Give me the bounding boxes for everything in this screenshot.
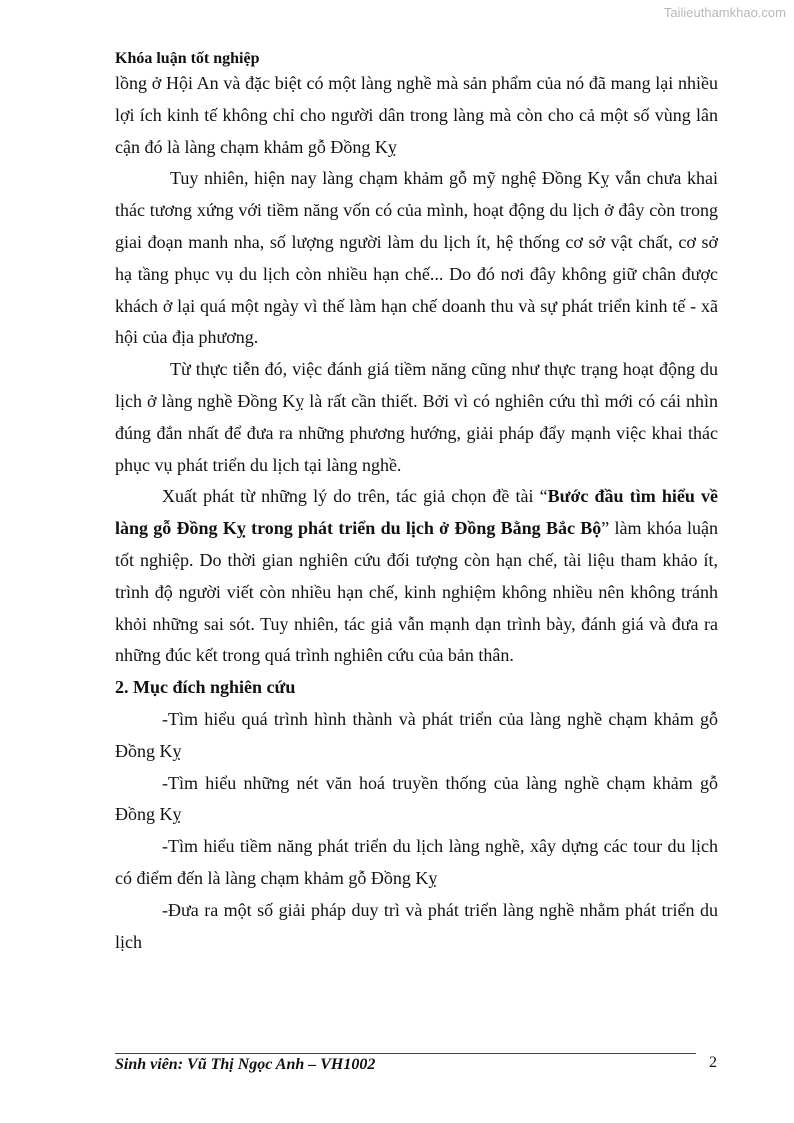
watermark: Tailieuthamkhao.com <box>663 5 786 20</box>
paragraph-continuation: lồng ở Hội An và đặc biệt có một làng nghề mà sản phẩm của nó đã mang lại nhiều lợi ích kinh tế không chỉ cho người dân trong làng mà còn cho cả một số vùng lân cận đó là làng chạm khảm gỗ Đồng Kỵ <box>115 73 718 157</box>
topic-rest-text: ” làm khóa luận tốt nghiệp. Do thời gian nghiên cứu đối tượng còn hạn chế, tài liệu tham khảo ít, trình độ người viết còn nhiều hạn chế, kinh nghiệm không nhiều nên không tránh khỏi những sai sót. Tuy nhiên, tác giả vẫn mạnh dạn trình bày, đánh giá và đưa ra những đúc kết trong quá trình nghiên cứu của bản thân. <box>115 518 718 666</box>
section-heading: 2. Mục đích nghiên cứu <box>115 677 296 698</box>
list-item: -Tìm hiểu quá trình hình thành và phát triển của làng nghề chạm khảm gỗ Đồng Kỵ <box>115 708 718 761</box>
paragraph-current-situation: Tuy nhiên, hiện nay làng chạm khảm gỗ mỹ nghệ Đồng Kỵ vẫn chưa khai thác tương xứng với tiềm năng vốn có của mình, hoạt động du lịch ở đây còn trong giai đoạn manh nha, số lượng người làm du lịch ít, hệ thống cơ sở vật chất, cơ sở hạ tầng phục vụ du lịch còn nhiều hạn chế... Do đó nơi đây không giữ chân được khách ở lại quá một ngày vì thế làm hạn chế doanh thu và sự phát triển kinh tế - xã hội của địa phương. <box>115 168 718 348</box>
page-number: 2 <box>709 1054 717 1071</box>
page-header-title: Khóa luận tốt nghiệp <box>115 50 260 67</box>
list-item: -Tìm hiểu những nét văn hoá truyền thống của làng nghề chạm khảm gỗ Đồng Kỵ <box>115 772 718 825</box>
paragraph-necessity: Từ thực tiễn đó, việc đánh giá tiềm năng cũng như thực trạng hoạt động du lịch ở làng nghề Đồng Kỵ là rất cần thiết. Bởi vì có nghiên cứu thì mới có cái nhìn đúng đắn nhất để đưa ra những phương hướng, giải pháp đẩy mạnh việc khai thác phục vụ phát triển du lịch tại làng nghề. <box>115 359 718 475</box>
thesis-topic-title: Bước đầu tìm hiểu về làng gỗ Đồng Kỵ trong phát triển du lịch ở Đồng Bằng Bắc Bộ <box>115 486 718 539</box>
document-body <box>115 68 718 958</box>
topic-intro-text: Xuất phát từ những lý do trên, tác giả chọn đề tài “ <box>162 486 548 507</box>
footer-author: Sinh viên: Vũ Thị Ngọc Anh – VH1002 <box>115 1056 376 1073</box>
list-item: -Đưa ra một số giải pháp duy trì và phát triển làng nghề nhằm phát triển du lịch <box>115 899 718 952</box>
paragraph-topic-choice <box>115 481 718 672</box>
list-item: -Tìm hiểu tiềm năng phát triển du lịch làng nghề, xây dựng các tour du lịch có điểm đến là làng chạm khảm gỗ Đồng Kỵ <box>115 836 718 888</box>
footer-divider <box>115 1053 696 1054</box>
